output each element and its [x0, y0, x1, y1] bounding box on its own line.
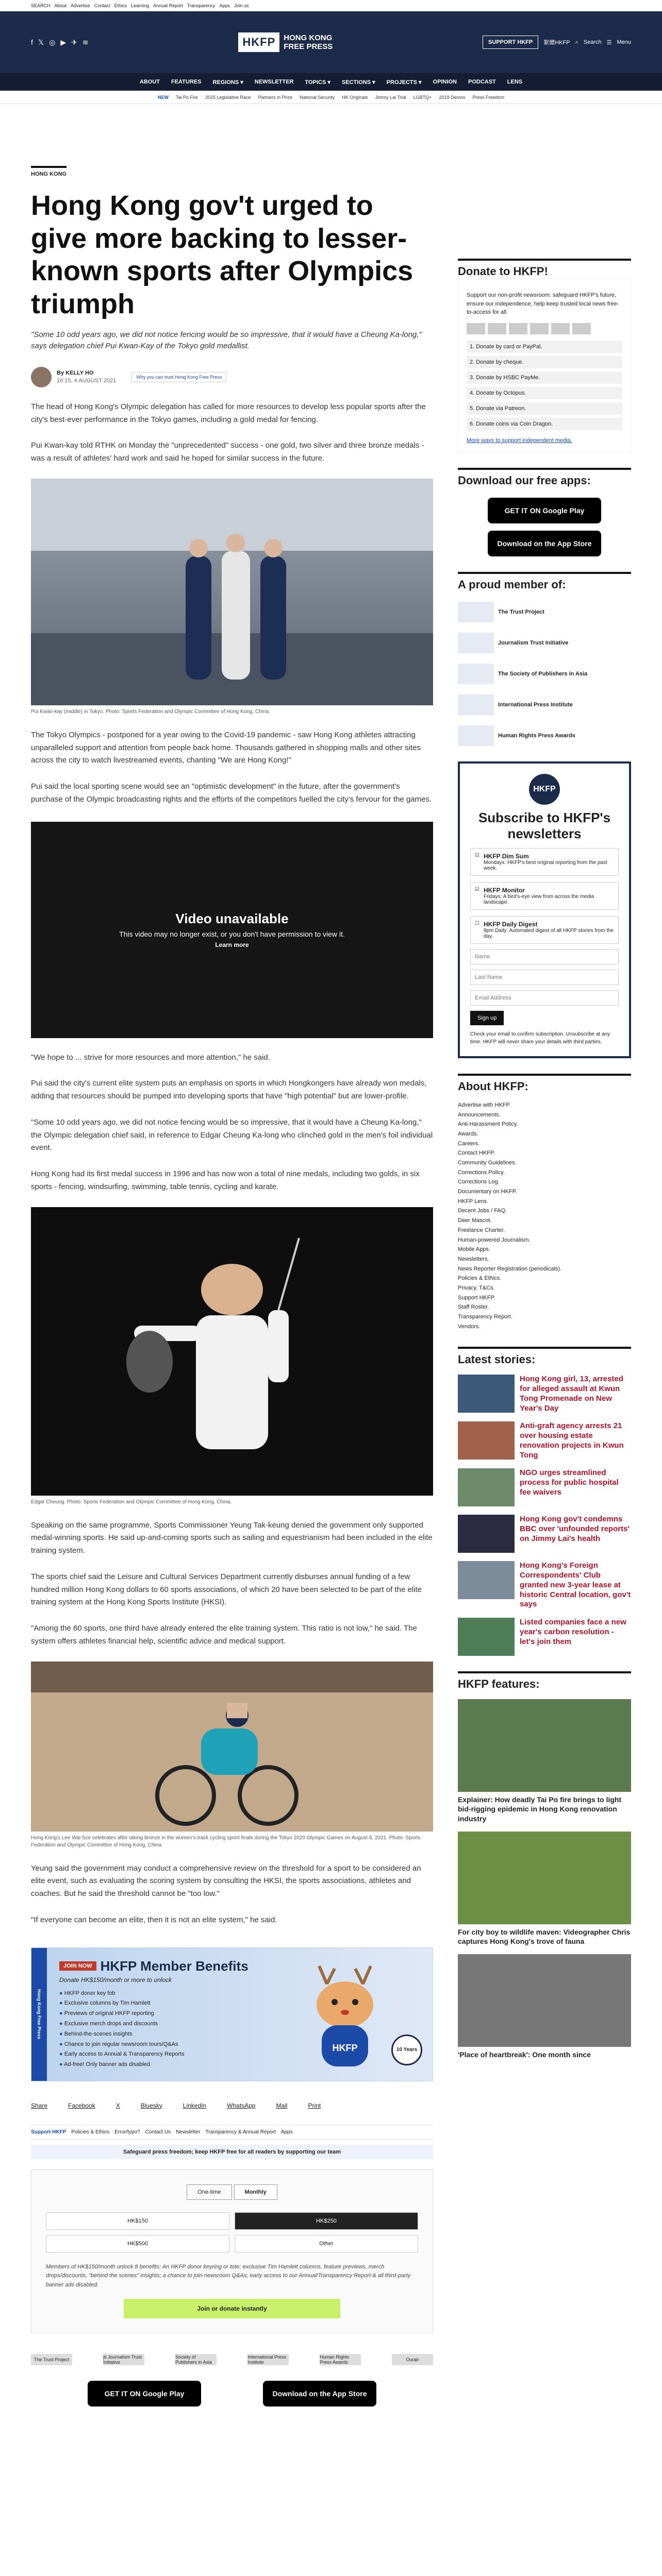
- story-thumbnail: [458, 1618, 515, 1656]
- amount-option[interactable]: HK$500: [46, 2235, 229, 2252]
- nav-item[interactable]: NEWSLETTER: [254, 79, 294, 85]
- member-item[interactable]: [458, 664, 631, 684]
- card-icon: [509, 323, 527, 334]
- photo-fencer: [31, 1207, 433, 1496]
- benefits-list: [59, 1989, 277, 2070]
- policy-link[interactable]: Policies & Ethics: [71, 2129, 110, 2135]
- youtube-icon[interactable]: ▶: [60, 38, 67, 46]
- about-link[interactable]: Policies & Ethics.: [458, 1275, 502, 1282]
- site-header: [0, 11, 662, 73]
- footer-member-logos: [31, 2354, 433, 2365]
- ticker-item[interactable]: LGBTQ+: [413, 94, 432, 100]
- about-link[interactable]: Support HKFP.: [458, 1294, 495, 1301]
- site-logo[interactable]: [238, 32, 333, 52]
- donate-box: [458, 278, 631, 452]
- latest-widget-title: Latest stories:: [458, 1347, 631, 1366]
- about-link[interactable]: Corrections Log.: [458, 1179, 500, 1185]
- amount-option-other[interactable]: Other: [235, 2235, 418, 2252]
- video-subtitle: This video may no longer exist, or you don't have permission to view it.: [119, 930, 345, 939]
- newsletter-name: HKFP Dim Sum: [483, 852, 529, 860]
- share-link[interactable]: WhatsApp: [227, 2102, 256, 2109]
- figure-fencer: [31, 1207, 433, 1506]
- safeguard-banner[interactable]: Safeguard press freedom; keep HKFP free for all readers by supporting our team: [31, 2145, 433, 2159]
- story-title[interactable]: Listed companies face a new year's carbon resolution - let's join them: [520, 1618, 626, 1646]
- newsletter-option[interactable]: [470, 882, 619, 910]
- about-link[interactable]: News Reporter Registration (periodicals).: [458, 1265, 562, 1272]
- ticker-label: NEW: [157, 94, 169, 100]
- card-icon: [530, 323, 549, 334]
- logo-line2: FREE PRESS: [284, 42, 333, 51]
- feature-thumbnail: [458, 1954, 631, 2047]
- google-play-button[interactable]: GET IT ON Google Play: [488, 498, 601, 523]
- benefit-item: ● Early access to Annual & Transparency Reports: [59, 2049, 277, 2060]
- nav-item[interactable]: PROJECTS ▾: [386, 79, 422, 86]
- figure-delegation: [31, 479, 433, 716]
- article-excerpt: "Some 10 odd years ago, we did not notice fencing would be so impressive, that it would have a Cheung Ka-long," says delegation chief Pui Kwan-Kay of the Tokyo gold medallist.: [31, 330, 422, 351]
- photo-cyclist-art: [31, 1662, 433, 1832]
- support-link[interactable]: Support HKFP: [31, 2129, 67, 2135]
- about-link[interactable]: Transparency Report.: [458, 1314, 512, 1320]
- jti-logo: [458, 633, 494, 653]
- story-title[interactable]: Anti-graft agency arrests 21 over housing estate renovation projects in Kwun Tong: [520, 1421, 624, 1460]
- donate-option[interactable]: 1. Donate by card or PayPal.: [467, 341, 622, 353]
- figure-cyclist: [31, 1662, 433, 1849]
- member-logo[interactable]: Ourair: [392, 2354, 433, 2365]
- story-title[interactable]: Hong Kong gov't condemns BBC over 'unfounded reports' on Jimmy Lai's health: [520, 1515, 630, 1543]
- article-paragraph: The Tokyo Olympics - postponed for a year owing to the Covid-19 pandemic - saw Hong Kong athletes attracting unparalleled support and attention from people back home. Thousands gathered in shopping malls and other sites across the city to watch livestreamed events, chanting "We are Hong Kong!": [31, 730, 421, 765]
- member-name: The Society of Publishers in Asia: [498, 670, 588, 677]
- share-link[interactable]: Facebook: [68, 2102, 95, 2109]
- nav-item[interactable]: FEATURES: [171, 79, 202, 85]
- feature-thumbnail: [458, 1832, 631, 1924]
- newsletter-title: Subscribe to HKFP's newsletters: [478, 809, 611, 841]
- signup-button[interactable]: Sign up: [470, 1011, 504, 1025]
- photo-cyclist: [31, 1662, 433, 1832]
- feature-title[interactable]: 'Place of heartbreak': One month since: [458, 2050, 591, 2059]
- newsletter-logo: HKFP: [529, 774, 560, 805]
- card-icon: [551, 323, 570, 334]
- about-link[interactable]: Freelance Charter.: [458, 1227, 505, 1233]
- ticker-item[interactable]: 2025 Legislative Race: [205, 94, 251, 100]
- about-link[interactable]: Careers.: [458, 1140, 480, 1147]
- share-link[interactable]: Share: [31, 2102, 48, 2109]
- topbar-link[interactable]: Contact: [94, 3, 110, 8]
- topbar-link[interactable]: SEARCH: [31, 3, 51, 8]
- story-title[interactable]: Hong Kong's Foreign Correspondents' Club granted new 3-year lease at historic Central location, gov't says: [520, 1561, 631, 1609]
- topbar-link[interactable]: About: [54, 3, 67, 8]
- newsletter-name: HKFP Daily Digest: [483, 920, 538, 928]
- latest-story[interactable]: [458, 1375, 631, 1413]
- article-paragraph: The head of Hong Kong's Olympic delegation has called for more resources to develop less popular sports after the city's best-ever performance in the Tokyo games, including a gold medal for fencing.: [31, 402, 426, 424]
- newsletter-signup: [458, 761, 631, 1058]
- about-link[interactable]: Mobile Apps.: [458, 1246, 490, 1253]
- feature-title[interactable]: Explainer: How deadly Tai Po fire brings to light bid-rigging epidemic in Hong Kong renovation industry: [458, 1795, 622, 1823]
- latest-story[interactable]: [458, 1421, 631, 1460]
- apps-widget-title: Download our free apps:: [458, 468, 631, 487]
- trust-project-logo: [458, 602, 494, 622]
- payment-cards: [467, 323, 622, 334]
- ticker-item[interactable]: 2019 Demos: [439, 94, 466, 100]
- feature-thumbnail: [458, 1699, 631, 1792]
- trust-link[interactable]: Why you can trust Hong Kong Free Press: [131, 372, 226, 382]
- report-link[interactable]: Transparency & Annual Report: [205, 2129, 276, 2135]
- support-button[interactable]: SUPPORT HKFP: [483, 36, 538, 49]
- about-link[interactable]: HKFP Lens.: [458, 1198, 489, 1205]
- amount-option-selected[interactable]: HK$250: [235, 2212, 418, 2230]
- typo-link[interactable]: Error/typo?: [114, 2129, 140, 2135]
- ticker-item[interactable]: National Security: [300, 94, 335, 100]
- member-logo[interactable]: The Trust Project: [31, 2354, 72, 2365]
- benefit-item: ● Ad-free! Only banner ads disabled: [59, 2060, 277, 2070]
- donate-option[interactable]: 3. Donate by HSBC PayMe.: [467, 371, 622, 384]
- donation-note: Members of HK$150/month unlock 8 benefits: An HKFP donor keyring or tote; exclusive Tim Hamlett columns, feature previews, merch drops/discounts, "behind the scenes" insights; a chance to join newsroom Q&As; early access to our Annual/Transparency Report & all third-party banner ads disabled.: [46, 2263, 411, 2288]
- benefit-item: ● Behind-the-scenes insights: [59, 2029, 277, 2040]
- share-link[interactable]: LinkedIn: [183, 2102, 207, 2109]
- story-thumbnail: [458, 1515, 515, 1553]
- about-link[interactable]: Vendors.: [458, 1323, 481, 1330]
- story-thumbnail: [458, 1421, 515, 1460]
- photo-caption: Hong Kong's Lee Wai Sze celebrates after taking bronze in the women's track cycling sprint finals during the Tokyo 2020 Olympic Games on August 6, 2021. Photo: Sports Federation and Olympic Committee of Hong Kong, China.: [31, 1835, 421, 1848]
- main-nav: [0, 73, 662, 91]
- donate-option[interactable]: 6. Donate coins via Coin Dragon.: [467, 418, 622, 430]
- rss-icon[interactable]: ≋: [82, 38, 89, 46]
- latest-story[interactable]: [458, 1468, 631, 1506]
- search-icon[interactable]: ⌕: [575, 39, 578, 45]
- ticker-item[interactable]: Partners in Prize: [258, 94, 293, 100]
- donate-option[interactable]: 4. Donate by Octopus.: [467, 387, 622, 399]
- nav-item[interactable]: TOPICS ▾: [305, 79, 330, 86]
- tab-one-time[interactable]: One-time: [187, 2184, 231, 2200]
- telegram-icon[interactable]: ✈: [71, 38, 77, 46]
- instagram-icon[interactable]: ◎: [49, 38, 56, 46]
- benefit-item: ● Chance to join regular newsroom tours/Q&As: [59, 2040, 277, 2050]
- card-icon: [467, 323, 485, 334]
- hrpa-logo: [458, 725, 494, 746]
- newsletter-name: HKFP Monitor: [483, 886, 525, 894]
- member-name: The Trust Project: [498, 608, 544, 615]
- share-link[interactable]: Print: [308, 2102, 321, 2109]
- photo-delegation-art: [31, 479, 433, 705]
- topic-ticker: [0, 91, 662, 104]
- story-title[interactable]: Hong Kong girl, 13, arrested for alleged assault at Kwun Tong Promenade on New Year's Day: [520, 1375, 623, 1413]
- name-field[interactable]: Name: [470, 949, 619, 964]
- article-kicker[interactable]: HONG KONG: [31, 166, 67, 177]
- support-row: [31, 2125, 433, 2140]
- about-link[interactable]: Advertise with HKFP.: [458, 1101, 511, 1108]
- amount-option[interactable]: HK$150: [46, 2212, 229, 2230]
- story-thumbnail: [458, 1375, 515, 1413]
- logo-line1: HONG KONG: [284, 33, 333, 42]
- member-benefits-banner[interactable]: [31, 1947, 433, 2081]
- banner-side-label: Hong Kong Free Press: [31, 1948, 47, 2081]
- newsletter-desc: 9pm Daily: Automated digest of all HKFP stories from the day.: [483, 927, 614, 939]
- ten-years-badge: 10 Years: [391, 2035, 422, 2065]
- benefit-item: ● HKFP donor key fob: [59, 1989, 277, 1999]
- article-paragraph: Pui said the local sporting scene would see an "optimistic development" in the future, after the government's purchase of the Olympic broadcasting rights and the efforts of the competitors fuelled the city's fervour for the games.: [31, 782, 432, 804]
- mascot-label: HKFP: [332, 2042, 358, 2053]
- member-logo[interactable]: Society of Publishers in Asia: [175, 2354, 217, 2365]
- checkbox-icon[interactable]: ☐: [475, 920, 479, 926]
- sopa-logo: [458, 664, 494, 684]
- story-thumbnail: [458, 1468, 515, 1506]
- language-link[interactable]: 繁體HKFP: [543, 40, 570, 46]
- topbar-link[interactable]: Learning: [131, 3, 150, 8]
- ipi-logo: [458, 694, 494, 715]
- newsletter-note: Check your email to confirm subscription. Unsubscribe at any time. HKFP will never share your details with third parties.: [470, 1031, 610, 1045]
- article-paragraph: Speaking on the same programme, Sports Commissioner Yeung Tak-keung denied the government only supported medal-winning sports. He said up-and-coming sports such as sailing and equestrianism had been included in the elite training system.: [31, 1520, 433, 1555]
- about-link[interactable]: Human-powered Journalism.: [458, 1236, 531, 1243]
- about-link[interactable]: Newsletters.: [458, 1256, 489, 1262]
- about-link[interactable]: Corrections Policy.: [458, 1169, 505, 1176]
- ticker-item[interactable]: Tai Po Fire: [175, 94, 198, 100]
- member-logo[interactable]: Human Rights Press Awards: [320, 2354, 361, 2365]
- benefit-item: ● Exclusive columns by Tim Hamlett: [59, 1998, 277, 2009]
- author-name[interactable]: By KELLY HO: [57, 370, 94, 377]
- article-paragraph: Pui Kwan-kay told RTHK on Monday the "unprecedented" success - one gold, two silver and three bronze medals - was a result of athletes' hard work and said he hoped for similar success in the future.: [31, 441, 424, 463]
- contact-link[interactable]: Contact Us: [145, 2129, 171, 2135]
- member-widget-title: A proud member of:: [458, 572, 631, 591]
- apps-link[interactable]: Apps: [280, 2129, 293, 2135]
- about-link[interactable]: Decent Jobs / FAQ.: [458, 1208, 507, 1214]
- banner-subtitle: Donate HK$150/month or more to unlock: [59, 1976, 172, 1984]
- member-name: Journalism Trust Initiative: [498, 639, 569, 646]
- ticker-item[interactable]: Press Freedom: [472, 94, 504, 100]
- latest-story[interactable]: [458, 1561, 631, 1609]
- card-icon: [572, 323, 591, 334]
- checkbox-icon[interactable]: ☑: [475, 886, 479, 892]
- ticker-item[interactable]: Jimmy Lai Trial: [375, 94, 406, 100]
- member-name: International Press Institute: [498, 701, 573, 708]
- donate-option[interactable]: 5. Donate via Patreon.: [467, 402, 622, 415]
- nav-item[interactable]: PODCAST: [468, 79, 496, 85]
- about-link[interactable]: Announcements.: [458, 1111, 501, 1118]
- share-link[interactable]: Bluesky: [140, 2102, 162, 2109]
- share-link[interactable]: X: [115, 2102, 120, 2109]
- about-link[interactable]: Staff Roster.: [458, 1304, 489, 1311]
- member-item[interactable]: [458, 725, 631, 746]
- article-paragraph: "Among the 60 sports, one third have already entered the elite training system. This ratio is not low," he said. The system offers athletes financial help, scientific advice and medical support.: [31, 1624, 417, 1646]
- article-title: Hong Kong gov't urged to give more backing to lesser-known sports after Olympics triumph: [31, 190, 413, 320]
- nav-item[interactable]: SECTIONS ▾: [341, 79, 375, 86]
- about-list: [458, 1100, 631, 1332]
- x-icon[interactable]: 𝕏: [38, 38, 44, 46]
- article-paragraph: "Some 10 odd years ago, we did not notice fencing would be so impressive, that it would have a Cheung Ka-long," the Olympic delegation chief said, in reference to Edgar Cheung Ka-long who clinched gold in the men's foil individual event.: [31, 1117, 433, 1153]
- menu-link[interactable]: Menu: [617, 39, 631, 45]
- photo-caption: Edgar Cheung. Photo: Sports Federation and Olympic Committee of Hong Kong, China.: [31, 1499, 232, 1505]
- author-avatar: [31, 367, 52, 387]
- video-title: Video unavailable: [175, 911, 289, 927]
- about-link[interactable]: Privacy, T&Cs.: [458, 1284, 495, 1291]
- topbar-link[interactable]: Apps: [219, 3, 230, 8]
- member-name: Human Rights Press Awards: [498, 732, 575, 739]
- publish-date: 16:15, 4 AUGUST 2021: [57, 378, 117, 384]
- about-link[interactable]: Deer Mascot.: [458, 1217, 492, 1224]
- nav-item[interactable]: ABOUT: [139, 79, 160, 85]
- facebook-icon[interactable]: f: [31, 38, 33, 46]
- newsletter-link[interactable]: Newsletter: [176, 2129, 201, 2135]
- donation-widget: [31, 2170, 433, 2334]
- about-link[interactable]: Documentary on HKFP.: [458, 1189, 517, 1195]
- article-paragraph: Yeung said the government may conduct a comprehensive review on the threshold for a sport to be considered an elite event, such as evaluating the scoring system by consulting the HKSI, the sports associations, athletes and coaches. But he said the threshold cannot be "too low.": [31, 1863, 421, 1899]
- article-paragraph: The sports chief said the Leisure and Cultural Services Department currently disburses annual funding of a few hundred million Hong Kong dollars to 60 sports associations, of which 20 have been selected to be part of the elite training system at the Hong Kong Sports Institute (HKSI).: [31, 1572, 422, 1607]
- donate-option[interactable]: 2. Donate by cheque.: [467, 356, 622, 368]
- donate-widget-title: Donate to HKFP!: [458, 259, 631, 278]
- article-paragraph: "If everyone can become an elite, then it is not an elite system," he said.: [31, 1915, 277, 1924]
- topbar-link[interactable]: Annual Report: [153, 3, 183, 8]
- article-paragraph: "We hope to ... strive for more resources and more attention," he said.: [31, 1053, 270, 1062]
- story-title[interactable]: NGO urges streamlined process for public hospital fee waivers: [520, 1468, 619, 1497]
- google-play-button[interactable]: GET IT ON Google Play: [88, 2381, 201, 2406]
- member-logo[interactable]: jti Journalism Trust Initiative: [103, 2354, 144, 2365]
- benefit-item: ● Exclusive merch drops and discounts: [59, 2019, 277, 2029]
- menu-icon[interactable]: ☰: [606, 39, 612, 46]
- benefit-item: ● Previews of original HKFP reporting: [59, 2009, 277, 2019]
- top-utility-bar: [0, 0, 662, 11]
- donate-button[interactable]: Join or donate instantly: [124, 2299, 340, 2318]
- donate-text: Support our non-profit newsroom: safeguard HKFP's future, ensure our independence, help keep trusted local news free-to-access for all.: [467, 292, 619, 315]
- last-name-field[interactable]: Last Name: [470, 970, 619, 985]
- more-ways-link[interactable]: More ways to support independent media.: [467, 437, 572, 444]
- nav-item[interactable]: REGIONS ▾: [212, 79, 243, 86]
- video-learn-more[interactable]: Learn more: [215, 941, 249, 949]
- about-link[interactable]: Contact HKFP.: [458, 1150, 495, 1157]
- feature-title[interactable]: For city boy to wildlife maven: Videographer Chris captures Hong Kong's trove of fauna: [458, 1927, 631, 1945]
- newsletter-desc: Mondays: HKFP's best original reporting from the past week.: [483, 859, 607, 871]
- about-link[interactable]: Community Guidelines.: [458, 1160, 517, 1166]
- member-item[interactable]: [458, 602, 631, 622]
- feature-story[interactable]: [458, 1832, 631, 1946]
- app-store-button[interactable]: Download on the App Store: [263, 2381, 376, 2406]
- about-widget-title: About HKFP:: [458, 1074, 631, 1093]
- member-item[interactable]: [458, 633, 631, 653]
- feature-story[interactable]: [458, 1954, 631, 2059]
- newsletter-desc: Fridays: A bird's-eye view from across the media landscape.: [483, 893, 594, 905]
- share-link[interactable]: Mail: [276, 2102, 288, 2109]
- story-thumbnail: [458, 1561, 515, 1599]
- checkbox-icon[interactable]: ☑: [475, 852, 479, 858]
- sidebar: [458, 166, 631, 2406]
- topbar-link[interactable]: Ethics: [114, 3, 127, 8]
- logo-mark: HKFP: [238, 32, 279, 52]
- latest-story[interactable]: [458, 1618, 631, 1656]
- banner-title: HKFP Member Benefits: [100, 1958, 249, 1974]
- photo-fencer-art: [31, 1207, 433, 1496]
- about-link[interactable]: Awards.: [458, 1130, 478, 1137]
- join-now-badge[interactable]: JOIN NOW: [59, 1961, 96, 1971]
- topbar-link[interactable]: Transparency: [187, 3, 216, 8]
- search-link[interactable]: Search: [583, 39, 602, 45]
- app-store-button[interactable]: Download on the App Store: [488, 531, 601, 556]
- article-paragraph: Pui said the city's current elite system puts an emphasis on sports in which Hongkongers have already won medals, adding that resources should be pumped into developing sports that have "high potential" but are lower-profile.: [31, 1079, 427, 1101]
- member-item[interactable]: [458, 694, 631, 715]
- newsletter-option[interactable]: [470, 848, 619, 876]
- byline: [31, 367, 433, 387]
- tab-monthly[interactable]: Monthly: [234, 2184, 277, 2200]
- latest-story[interactable]: [458, 1515, 631, 1553]
- deer-mascot-icon: [299, 1963, 391, 2072]
- photo-delegation: [31, 479, 433, 705]
- share-bar: [31, 2102, 433, 2109]
- card-icon: [488, 323, 506, 334]
- nav-item[interactable]: LENS: [507, 79, 523, 85]
- app-store-buttons: [31, 2381, 433, 2406]
- newsletter-option[interactable]: [470, 916, 619, 944]
- member-logo[interactable]: International Press Institute: [247, 2354, 289, 2365]
- topbar-link[interactable]: Advertise: [71, 3, 90, 8]
- article-paragraph: Hong Kong had its first medal success in 1996 and has now won a total of nine medals, including two golds, in six sports - fencing, windsurfing, swimming, table tennis, cycling and karate.: [31, 1170, 420, 1191]
- topbar-link[interactable]: Join us: [234, 3, 249, 8]
- features-widget-title: HKFP features:: [458, 1671, 631, 1691]
- embedded-video[interactable]: [31, 822, 433, 1038]
- about-link[interactable]: Anti-Harassment Policy.: [458, 1121, 518, 1128]
- article: [31, 166, 433, 2406]
- email-field[interactable]: Email Address: [470, 990, 619, 1006]
- ticker-item[interactable]: HK Originals: [342, 94, 368, 100]
- nav-item[interactable]: OPINION: [433, 79, 457, 85]
- feature-story[interactable]: [458, 1699, 631, 1823]
- photo-caption: Pui Kwan-kay (middle) in Tokyo. Photo: Sports Federation and Olympic Committee of Hong Kong, China.: [31, 708, 270, 715]
